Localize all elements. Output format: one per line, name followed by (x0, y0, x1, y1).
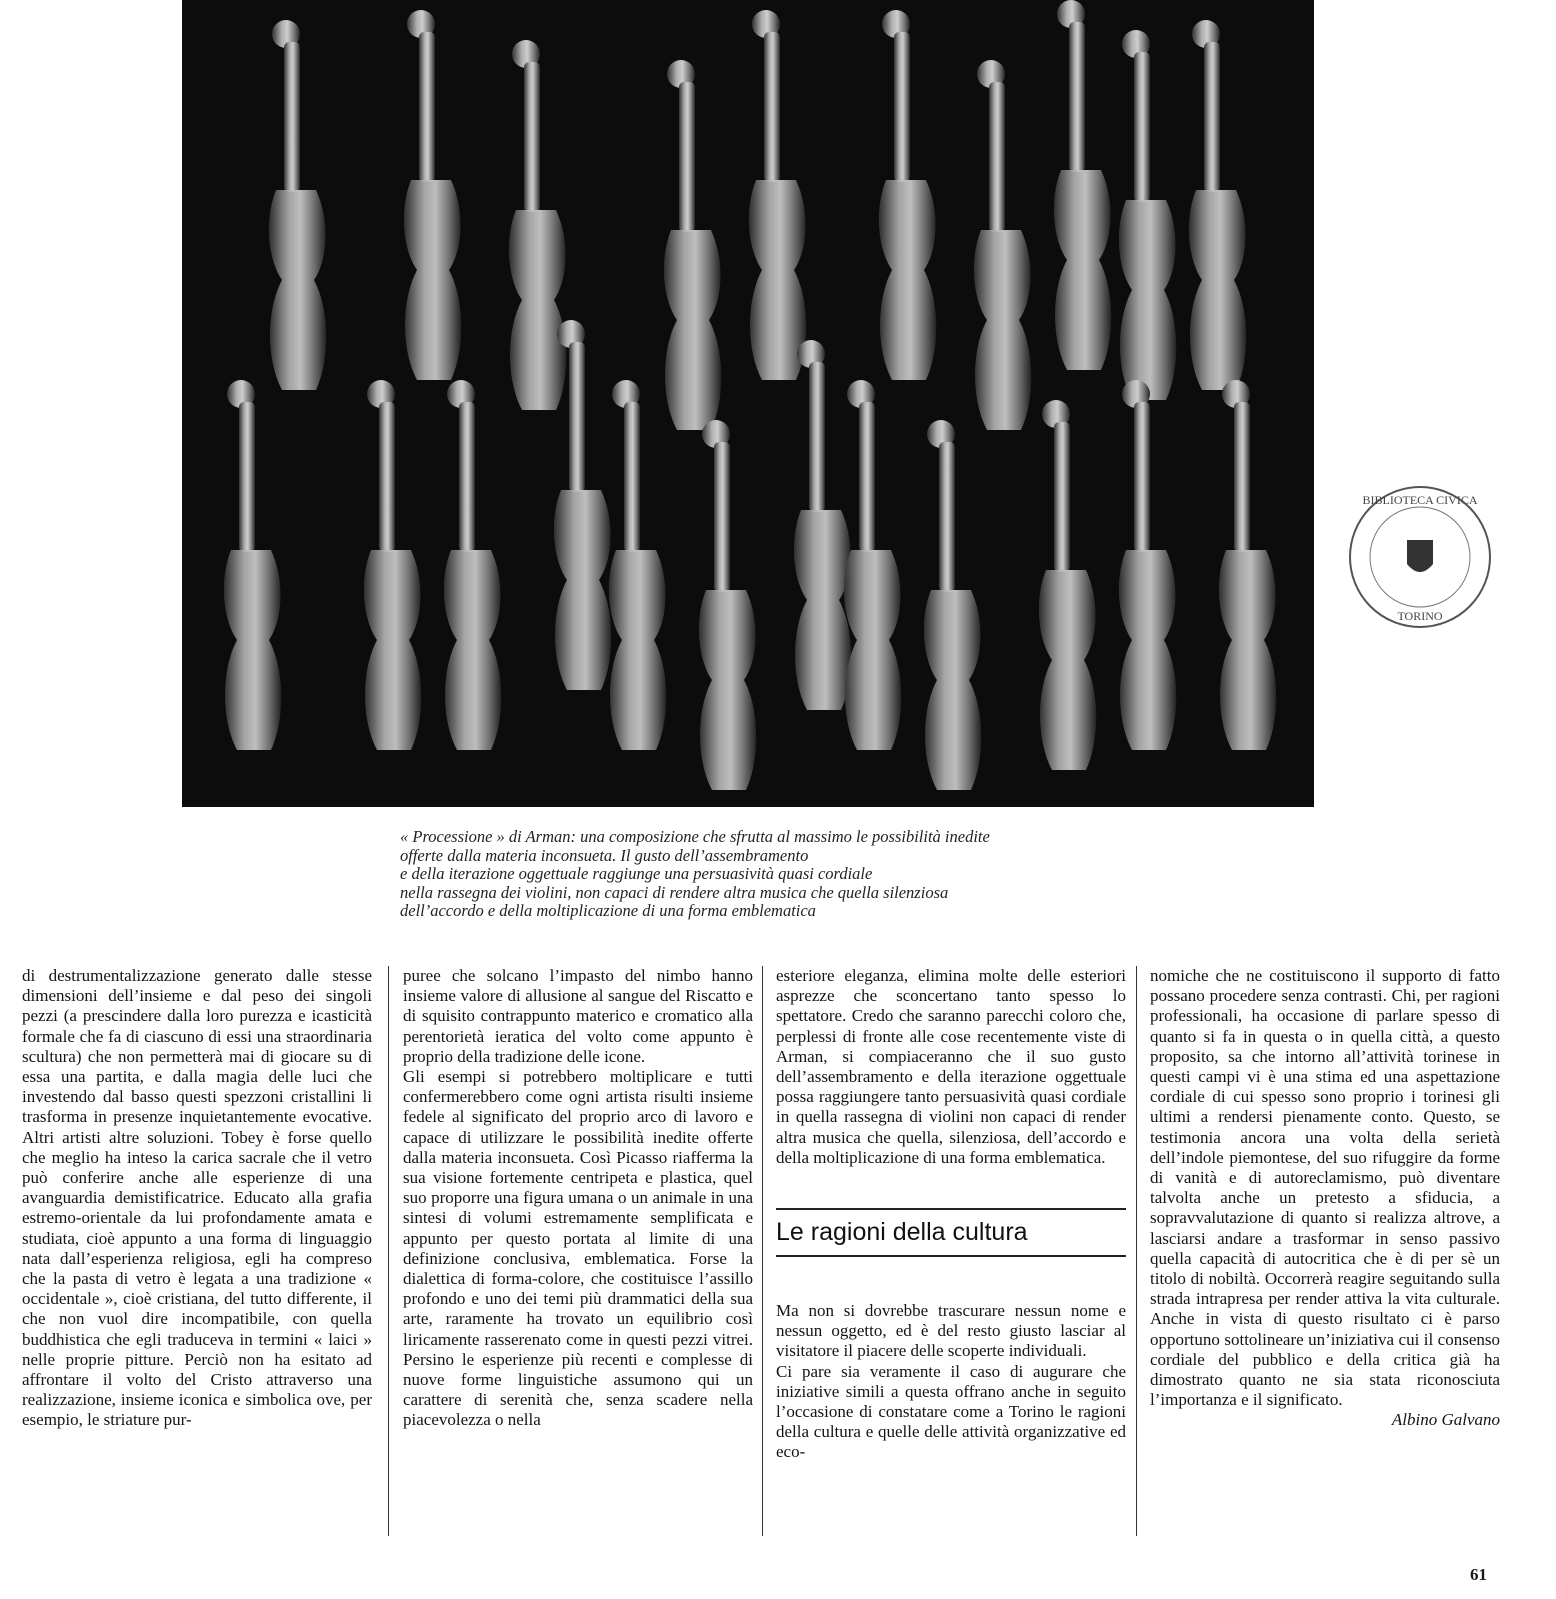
author-signature: Albino Galvano (1391, 1410, 1500, 1430)
caption-line: nella rassegna dei violini, non capaci di rendere altra musica che quella silenziosa (400, 882, 949, 902)
caption-line: offerte dalla materia inconsueta. Il gusto dell’assembramento (400, 845, 809, 865)
photo-caption (400, 828, 1120, 921)
stamp-text-top: BIBLIOTECA CIVICA (1362, 493, 1478, 507)
paragraph: esteriore eleganza, elimina molte delle esteriori asprezze che sconcertano tanto spesso lo spettatore. Credo che saranno parecchi coloro che, perplessi di fronte alle cose recentemente viste di Arman, si compiaceranno che il suo gusto dell’assembramento e della iterazione oggettuale possa raggiungere tanto persuasività quasi cordiale in quella rassegna di violini non capaci di render altra musica che quella, silenziosa, dell’accordo e della moltiplicazione di una forma emblematica. (776, 966, 1126, 1167)
paragraph: di destrumentalizzazione generato dalle stesse dimensioni dell’insieme e dal peso dei singoli pezzi (a prescindere dalla loro purezza e icasticità formale che fa di ciascuno di essi una straordinaria scultura) che non permetterà mai di giocare su di essa una partita, e dalla magia delle luci che investendo dal basso questi spezzoni cristallini li trasforma in presenze inquietantemente evocative. Altri artisti altre soluzioni. Tobey è forse quello che meglio ha inteso la carica sacrale che il vetro può conferire anche alle esperienze di una avanguardia demistificatrice. Educato alla grafia estremo-orientale da lui profondamente amata e studiata, cioè appunto a una forma di linguaggio nata dall’esperienza religiosa, egli ha compreso che la pasta di vetro è legata a una tradizione « occidentale », cioè cristiana, del tutto differente, il che non vuol dire incompatibile, con quella buddhistica che egli traduceva in termini « laici » nelle proprie pitture. Perciò non ha esitato ad affrontare il volto del Cristo attraverso una realizzazione, insieme iconica e simbolica ove, per esempio, le striature pur- (22, 966, 372, 1430)
column-rule (388, 966, 389, 1536)
section-heading: Le ragioni della cultura (776, 1218, 1028, 1247)
column-rule (762, 966, 763, 1536)
paragraph: Gli esempi si potrebbero moltiplicare e tutti confermerebbero come ogni artista risulti insieme fedele al significato del proprio arco di lavoro e capace di utilizzare le possibilità inedite offerte dalla materia inconsueta. Così Picasso riafferma la sua visione fortemente centripeta e plastica, quel suo proporre una figura umana o un animale in una sintesi di volumi estremamente semplificata e appunto per questo portata al limite di una definizione conclusiva, emblematica. Forse la dialettica di forma-colore, che costituisce l’assillo profondo e uno dei temi più drammatici della sua arte, raramente ha trovato un equilibrio così liricamente rasserenato come in questi pezzi vitrei. Persino le esperienze più recenti e complesse di nuove forme linguistiche assumono qui un carattere di serenità che, senza scadere nella piacevolezza o nella (403, 1067, 753, 1430)
paragraph: nomiche che ne costituiscono il supporto di fatto possano procedere senza contrasti. Chi, per ragioni professionali, ha occasione di parlare spesso di quanto si fa in questa o in quella città, a questo proposito, sa che intorno all’attività torinese in questi campi vi è una stima ed una aspettazione cordiale di cui spesso sono proprio i torinesi gli ultimi a rendersi pienamente conto. Questo, se testimonia ancora una volta della serietà dell’indole piemontese, del suo rifuggire da forme di vanità e di autoreclamismo, può diventare talvolta anche un pretesto a sfiducia, a sopravvalutazione di quanto si realizza altrove, a lasciarsi andare a trasformar in senso passivo quella capacità di autocritica che è di per sè un titolo di nobiltà. Occorrerà reagire seguitando sulla strada intrapresa per render attiva la vita culturale. Anche in vista di questo risultato ci è parso opportuno sottolineare un’iniziativa cui il consenso cordiale del pubblico e della critica già ha dimostrato quanto ne sia stata riconosciuta l’importanza e il significato. (1150, 966, 1500, 1410)
crest-icon (1407, 540, 1433, 572)
caption-line: e della iterazione oggettuale raggiunge una persuasività quasi cordiale (400, 864, 873, 883)
text-column-4 (1150, 966, 1500, 1431)
stamp-text-bottom: TORINO (1397, 609, 1443, 623)
text-column-3 (776, 966, 1126, 1463)
caption-line: dell’accordo e della moltiplicazione di una forma emblematica (400, 901, 816, 920)
glass-violins-photo (182, 0, 1314, 807)
column-rule (1136, 966, 1137, 1536)
section-heading-box (776, 1208, 1126, 1257)
paragraph: Ci pare sia veramente il caso di augurare che iniziative simili a questa offrano anche in seguito l’occasione di constatare come a Torino le ragioni della cultura e quelle delle attività organizzative ed eco- (776, 1361, 1126, 1462)
text-column-2 (403, 966, 753, 1431)
caption-line: « Processione » di Arman: una composizione che sfrutta al massimo le possibilità inedite (400, 827, 990, 846)
library-stamp (1345, 482, 1495, 632)
paragraph: Ma non si dovrebbe trascurare nessun nome e nessun oggetto, ed è del resto giusto lasciar al visitatore il piacere delle scoperte individuali. (776, 1301, 1126, 1361)
text-column-1 (22, 966, 372, 1431)
page-number: 61 (1470, 1565, 1487, 1584)
paragraph: puree che solcano l’impasto del nimbo hanno insieme valore di allusione al sangue del Riscatto e di squisito contrappunto materico e cromatico alla perentorietà ieratica del volto come appunto è proprio della tradizione delle icone. (403, 966, 753, 1066)
